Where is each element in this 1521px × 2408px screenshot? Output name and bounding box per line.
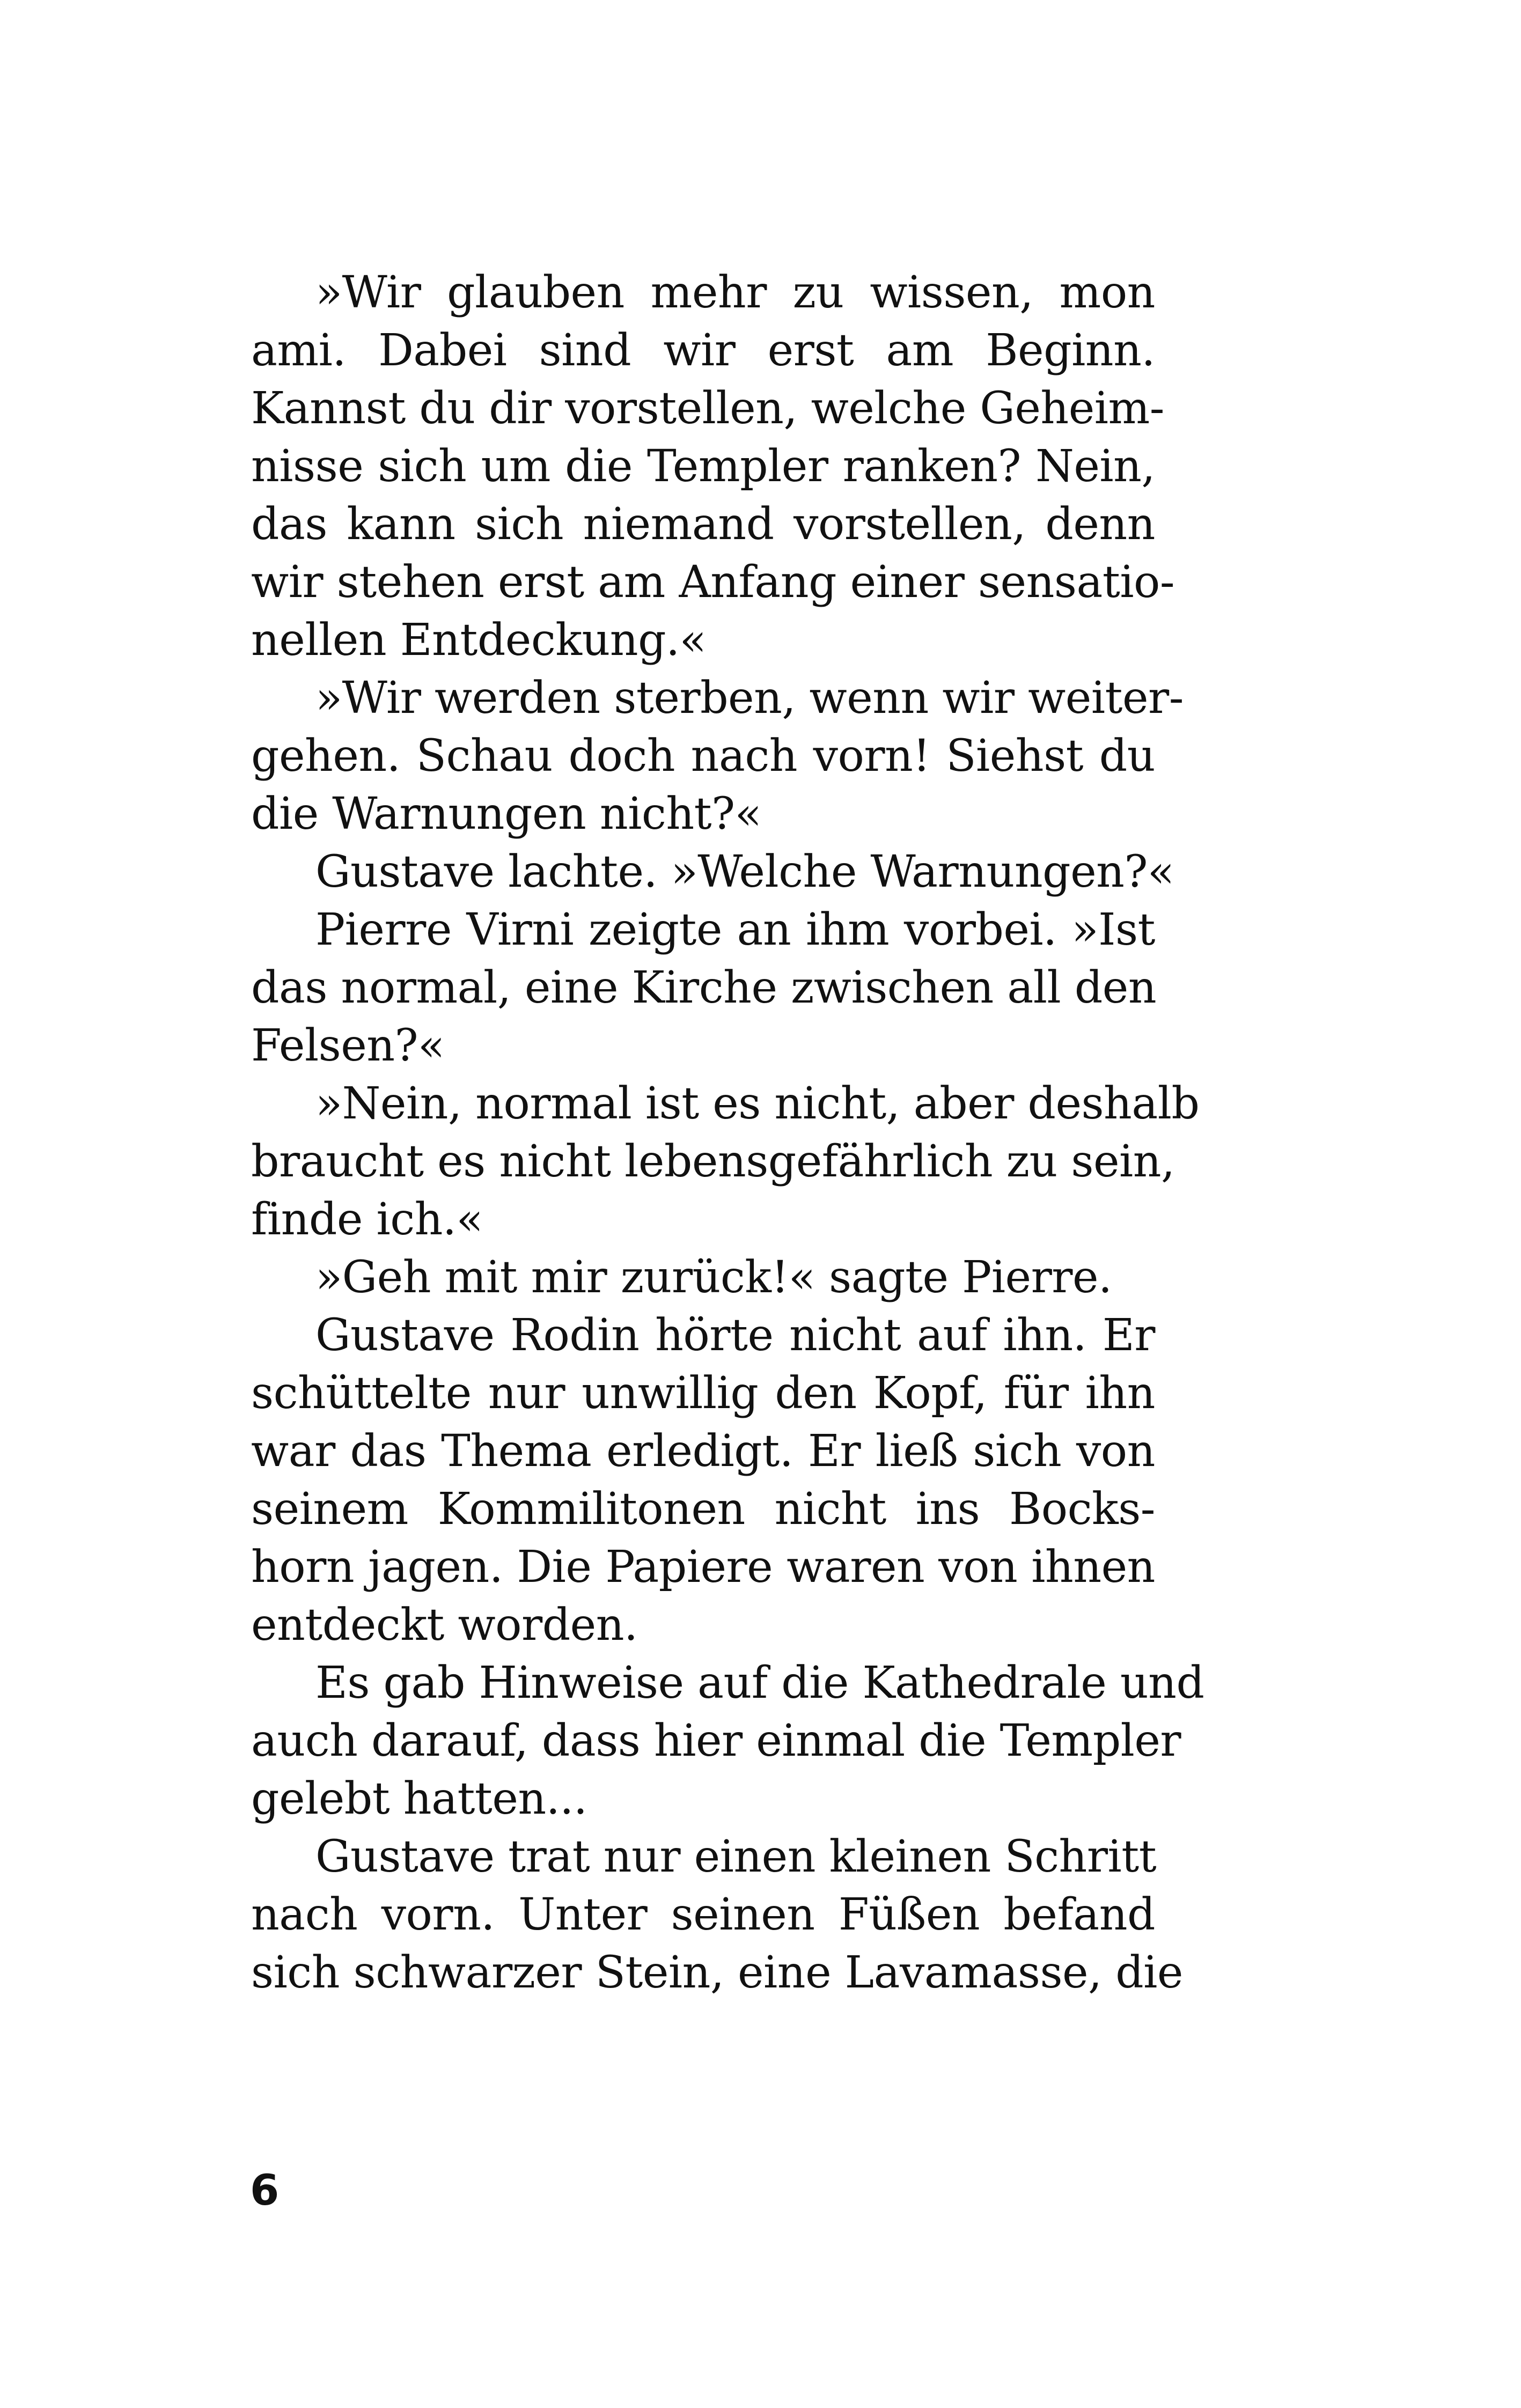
- text-line: Pierre Virni zeigte an ihm vorbei. »Ist: [315, 904, 1155, 955]
- text-line: wir stehen erst am Anfang einer sensatio-: [251, 557, 1175, 608]
- text-line: auch darauf, dass hier einmal die Templer: [251, 1715, 1181, 1766]
- text-line: sich schwarzer Stein, eine Lavamasse, die: [251, 1947, 1183, 1998]
- text-line: »Geh mit mir zurück!« sagte Pierre.: [315, 1252, 1112, 1303]
- text-line: ami. Dabei sind wir erst am Beginn.: [251, 325, 1155, 376]
- page-number: 6: [250, 2167, 280, 2215]
- text-line: nach vorn. Unter seinen Füßen befand: [251, 1889, 1155, 1940]
- text-line: Es gab Hinweise auf die Kathedrale und: [315, 1658, 1204, 1709]
- text-line: »Nein, normal ist es nicht, aber deshalb: [315, 1078, 1200, 1129]
- text-line: Gustave lachte. »Welche Warnungen?«: [315, 846, 1174, 897]
- text-line: gehen. Schau doch nach vorn! Siehst du: [251, 731, 1155, 782]
- text-line: »Wir glauben mehr zu wissen, mon: [315, 267, 1155, 318]
- text-line: finde ich.«: [251, 1194, 483, 1245]
- text-line: schüttelte nur unwillig den Kopf, für ihn: [251, 1368, 1155, 1419]
- text-line: Felsen?«: [251, 1020, 445, 1071]
- text-line: entdeckt worden.: [251, 1600, 638, 1651]
- text-line: horn jagen. Die Papiere waren von ihnen: [251, 1542, 1155, 1593]
- text-line: »Wir werden sterben, wenn wir weiter-: [315, 673, 1184, 724]
- body-text: [251, 264, 1204, 2002]
- text-line: nisse sich um die Templer ranken? Nein,: [251, 441, 1155, 492]
- text-line: das kann sich niemand vorstellen, denn: [251, 499, 1155, 550]
- text-line: Kannst du dir vorstellen, welche Geheim-: [251, 383, 1164, 434]
- text-line: Gustave Rodin hörte nicht auf ihn. Er: [315, 1310, 1155, 1361]
- text-line: gelebt hatten...: [251, 1773, 587, 1824]
- text-line: die Warnungen nicht?«: [251, 789, 762, 840]
- text-line: das normal, eine Kirche zwischen all den: [251, 962, 1157, 1013]
- text-line: Gustave trat nur einen kleinen Schritt: [315, 1831, 1157, 1882]
- text-line: nellen Entdeckung.«: [251, 615, 707, 666]
- text-line: braucht es nicht lebensgefährlich zu sein,: [251, 1136, 1175, 1187]
- text-line: seinem Kommilitonen nicht ins Bocks-: [251, 1484, 1155, 1535]
- text-line: war das Thema erledigt. Er ließ sich von: [251, 1426, 1155, 1477]
